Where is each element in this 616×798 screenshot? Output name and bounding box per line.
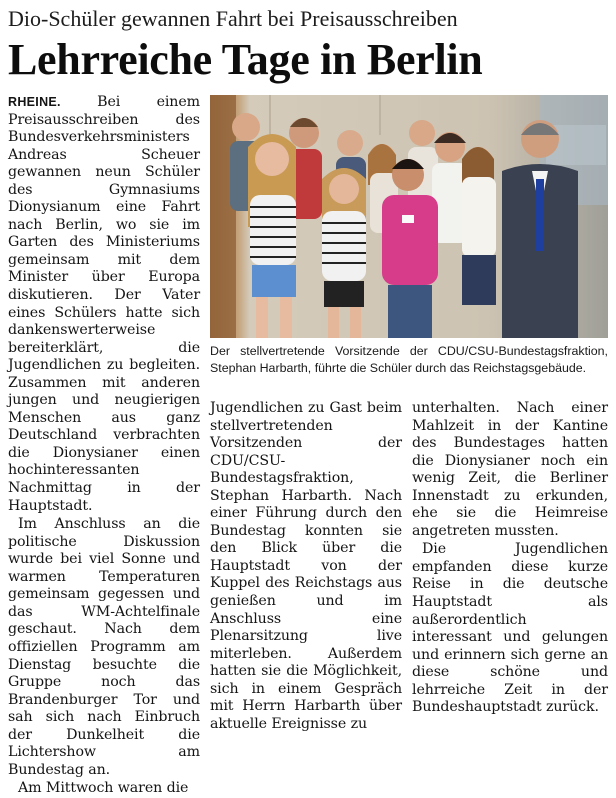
article-kicker: Dio-Schüler gewannen Fahrt bei Preisausschreiben xyxy=(8,6,458,31)
paragraph: Die Jugendlichen empfanden diese kurze Reise in die deutsche Hauptstadt als außerordentlich interessant und gelungen und erinnern sich gerne an diese schöne und lehrreiche Zeit in der Bundeshauptstadt zurück. xyxy=(412,541,608,716)
article-headline: Lehrreiche Tage in Berlin xyxy=(8,35,483,84)
text-column-1 xyxy=(8,94,200,798)
paragraph: Im Anschluss an die politische Diskussion wurde bei viel Sonne und warmen Temperaturen gemeinsam gegessen und das WM-Achtelfinale geschaut. Nach dem offiziellen Programm am Dienstag besuchte die Gruppe noch das Brandenburger Tor und sah sich nach Einbruch der Dunkelheit die Lichtershow am Bundestag an. xyxy=(8,516,200,778)
paragraph: Jugendlichen zu Gast beim stellvertretenden Vorsitzenden der CDU/CSU-Bundestagsfraktion, Stephan Harbarth. Nach einer Führung durch den Bundestag konnten sie den Blick über die Hauptstadt von der Kuppel des Reichstags aus genießen und im Anschluss eine Plenarsitzung live miterleben. Außerdem hatten sie die Möglichkeit, sich in einem Gespräch mit Herrn Harbarth über aktuelle Ereignisse zu xyxy=(210,400,402,732)
paragraph xyxy=(8,94,200,515)
paragraph: Am Mittwoch waren die xyxy=(18,780,189,797)
group-photo xyxy=(210,95,608,338)
text-column-3 xyxy=(412,400,608,717)
dateline: RHEINE. xyxy=(8,95,61,109)
person xyxy=(462,147,496,305)
paragraph-text: Bei einem Preisausschreiben des Bundesverkehrsministers Andreas Scheuer gewannen neun Schüler des Gymnasiums Dionysianum eine Fahrt nach Berlin, wo sie im Garten des Ministeriums gemeinsam mit dem Minister über Europa diskutieren. Der Vater eines Schülers hatte sich dankenswerterweise bereiterklärt, die Jugendlichen zu begleiten. Zusammen mit anderen jungen und neugierigen Menschen aus ganz Deutschland verbrachten die Dionysianer einen hochinteressanten Nachmittag in der Hauptstadt. xyxy=(8,94,200,514)
text-column-2 xyxy=(210,400,402,733)
paragraph: unterhalten. Nach einer Mahlzeit in der Kantine des Bundestages hatten die Dionysianer noch ein wenig Zeit, die Berliner Innenstadt zu erkunden, ehe sie die Heimreise angetreten mussten. xyxy=(412,400,608,539)
photo-caption: Der stellvertretende Vorsitzende der CDU/CSU-Bundestagsfraktion, Stephan Harbarth, führte die Schüler durch das Reichstagsgebäude. xyxy=(210,344,608,375)
